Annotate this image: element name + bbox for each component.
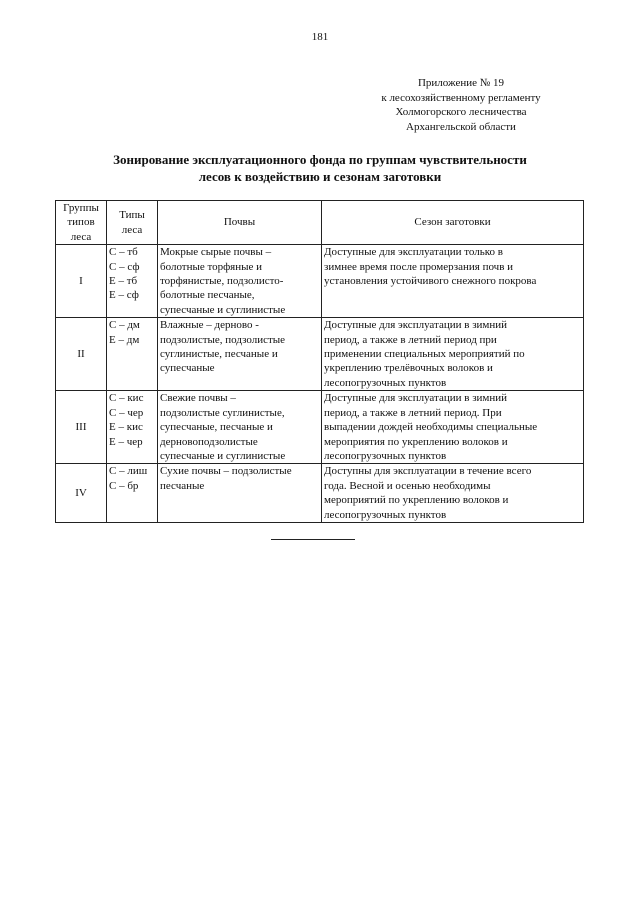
season-line: зимнее время после промерзания почв и <box>324 260 514 273</box>
season-line: мероприятия по укреплению волоков и <box>324 435 508 448</box>
season-line: период, а также в летний период при <box>324 333 497 346</box>
forest-type: С – бр <box>109 479 139 492</box>
group-cell: IV <box>56 464 107 523</box>
soils-line: супесчаные, песчаные и <box>160 421 273 434</box>
header-group-line: Группы <box>63 202 99 214</box>
title-line: лесов к воздействию и сезонам заготовки <box>198 169 442 184</box>
season-line: установления устойчивого снежного покрова <box>324 275 537 288</box>
soils-cell <box>158 391 322 464</box>
season-line: Доступные для эксплуатации в зимний <box>324 319 508 332</box>
table-row <box>56 245 584 318</box>
forest-type: С – тб <box>109 246 138 259</box>
forest-type: С – сф <box>109 260 140 273</box>
header-group <box>56 201 107 245</box>
season-cell <box>322 464 584 523</box>
header-soils: Почвы <box>158 201 322 245</box>
season-line: Доступные для эксплуатации в зимний <box>324 392 508 405</box>
forest-type: Е – тб <box>109 275 138 288</box>
types-cell <box>107 464 158 523</box>
forest-type: С – кис <box>109 392 144 405</box>
season-line: лесопогрузочных пунктов <box>324 508 447 521</box>
group-cell: II <box>56 318 107 391</box>
types-cell <box>107 391 158 464</box>
end-rule <box>271 539 355 540</box>
season-cell <box>322 245 584 318</box>
forest-type: С – чер <box>109 406 144 419</box>
page-number: 181 <box>311 31 329 43</box>
forest-type: Е – кис <box>109 421 143 434</box>
group-cell: I <box>56 245 107 318</box>
soils-line: дерновоподзолистые <box>160 435 258 448</box>
header-season: Сезон заготовки <box>322 201 584 245</box>
table-row <box>56 464 584 523</box>
soils-cell <box>158 318 322 391</box>
table-row <box>56 391 584 464</box>
soils-line: Влажные – дерново - <box>160 319 259 332</box>
season-line: Доступные для эксплуатации только в <box>324 246 504 259</box>
forest-type: Е – сф <box>109 289 139 302</box>
soils-line: Свежие почвы – <box>160 392 236 405</box>
season-line: мероприятий по укреплению волоков и <box>324 494 509 507</box>
soils-line: суглинистые, песчаные и <box>160 348 278 361</box>
types-cell <box>107 245 158 318</box>
season-line: лесопогрузочных пунктов <box>324 449 447 462</box>
season-line: лесопогрузочных пунктов <box>324 376 447 389</box>
soils-line: торфянистые, подзолисто- <box>160 275 284 288</box>
forest-type: Е – чер <box>109 435 143 448</box>
appendix-line: Приложение № 19 <box>417 77 505 89</box>
soils-cell <box>158 245 322 318</box>
soils-line: песчаные <box>160 479 205 492</box>
soils-line: Сухие почвы – подзолистые <box>160 465 292 478</box>
zoning-table <box>55 200 584 523</box>
table-header-row <box>56 201 584 245</box>
season-line: применении специальных мероприятий по <box>324 348 525 361</box>
forest-type: С – лиш <box>109 465 148 478</box>
soils-line: подзолистые суглинистые, <box>160 406 285 419</box>
header-types <box>107 201 158 245</box>
season-line: Доступны для эксплуатации в течение всего <box>324 465 532 478</box>
season-line: укреплению трелёвочных волоков и <box>324 362 493 375</box>
season-cell <box>322 318 584 391</box>
soils-line: болотные песчаные, <box>160 289 255 302</box>
season-line: года. Весной и осенью необходимы <box>324 479 491 492</box>
title-line: Зонирование эксплуатационного фонда по группам чувствительности <box>113 152 527 167</box>
table-row <box>56 318 584 391</box>
group-cell: III <box>56 391 107 464</box>
appendix-line: к лесохозяйственному регламенту <box>381 91 541 104</box>
soils-line: подзолистые, подзолистые <box>160 333 286 346</box>
season-line: период, а также в летний период. При <box>324 406 502 419</box>
appendix-note <box>355 76 567 134</box>
soils-line: Мокрые сырые почвы – <box>160 246 272 259</box>
season-line: выпадении дождей необходимы специальные <box>324 421 538 434</box>
types-cell <box>107 318 158 391</box>
soils-line: супесчаные <box>160 362 215 375</box>
appendix-line: Архангельской области <box>406 120 516 133</box>
forest-type: Е – дм <box>109 333 140 346</box>
header-types-line: Типы <box>119 209 145 222</box>
soils-line: болотные торфяные и <box>160 260 263 273</box>
soils-line: супесчаные и суглинистые <box>160 303 286 316</box>
soils-line: супесчаные и суглинистые <box>160 449 286 462</box>
season-cell <box>322 391 584 464</box>
soils-cell <box>158 464 322 523</box>
forest-type: С – дм <box>109 319 140 332</box>
header-types-line: леса <box>121 223 143 236</box>
header-group-line: леса <box>70 230 92 243</box>
appendix-line: Холмогорского лесничества <box>395 106 527 118</box>
document-title <box>40 151 600 185</box>
header-group-line: типов <box>67 216 95 229</box>
